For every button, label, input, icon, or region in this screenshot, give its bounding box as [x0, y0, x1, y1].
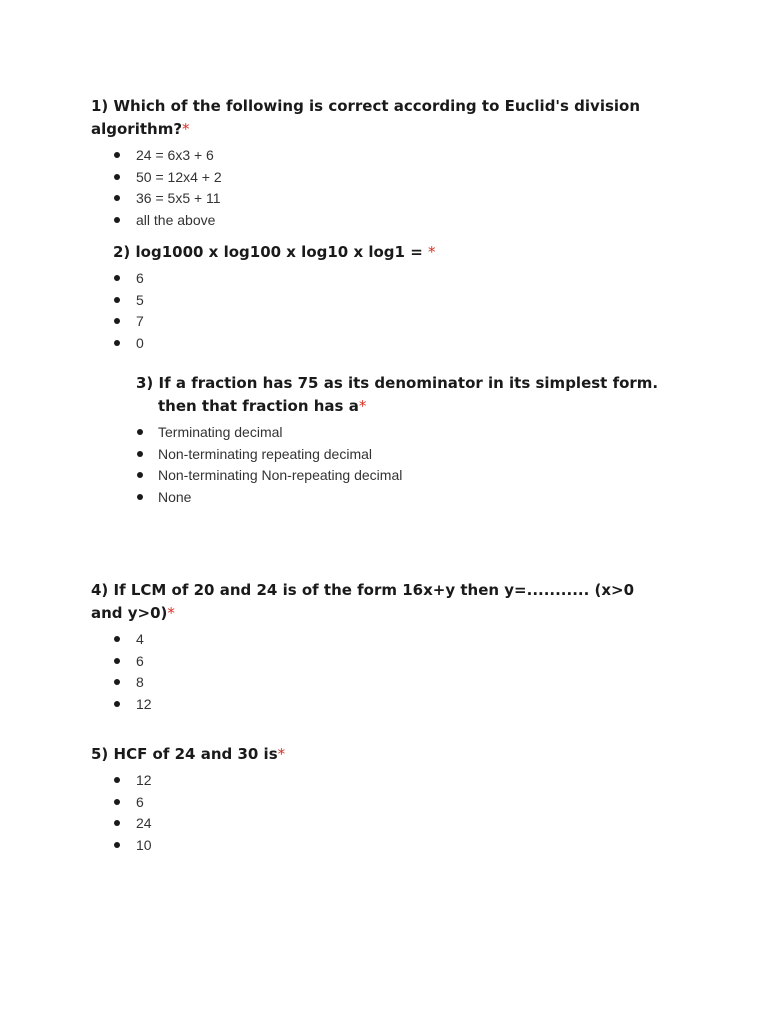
question-5-options: [91, 770, 651, 856]
option-item[interactable]: 12: [91, 694, 651, 716]
option-item[interactable]: 10: [91, 835, 651, 857]
question-4-options: [91, 629, 651, 715]
option-item[interactable]: 36 = 5x5 + 11: [91, 188, 651, 210]
required-asterisk: *: [167, 604, 175, 622]
question-3-text: 3) If a fraction has 75 as its denominator in its simplest form. then that fraction has a: [136, 374, 659, 415]
option-item[interactable]: 5: [113, 290, 653, 312]
option-item[interactable]: 50 = 12x4 + 2: [91, 167, 651, 189]
required-asterisk: *: [358, 397, 367, 415]
required-asterisk: *: [277, 745, 286, 763]
question-3-title: [136, 372, 676, 418]
option-item[interactable]: 12: [91, 770, 651, 792]
question-2-text: 2) log1000 x log100 x log10 x log1 =: [113, 243, 428, 261]
question-2-options: [113, 268, 653, 354]
question-5-text: 5) HCF of 24 and 30 is: [91, 745, 278, 763]
option-item[interactable]: 4: [91, 629, 651, 651]
option-item[interactable]: all the above: [91, 210, 651, 232]
question-1-title: [91, 95, 651, 141]
option-item[interactable]: 0: [113, 333, 653, 355]
option-item[interactable]: 6: [91, 651, 651, 673]
option-item[interactable]: 6: [91, 792, 651, 814]
question-3: [136, 372, 676, 508]
question-4-title: [91, 579, 651, 625]
question-1: [91, 95, 651, 231]
option-item[interactable]: 24 = 6x3 + 6: [91, 145, 651, 167]
question-5-title: [91, 743, 651, 766]
question-3-options: [136, 422, 676, 508]
question-4: [91, 579, 651, 715]
option-item[interactable]: 8: [91, 672, 651, 694]
required-asterisk: *: [428, 243, 436, 261]
question-1-options: [91, 145, 651, 231]
option-item[interactable]: 7: [113, 311, 653, 333]
question-2: [113, 241, 653, 354]
option-item[interactable]: None: [136, 487, 676, 509]
question-5: [91, 743, 651, 856]
option-item[interactable]: 24: [91, 813, 651, 835]
option-item[interactable]: 6: [113, 268, 653, 290]
question-2-title: [113, 241, 653, 264]
question-4-text: 4) If LCM of 20 and 24 is of the form 16x+y then y=........... (x>0 and y>0): [91, 581, 635, 622]
option-item[interactable]: Non-terminating repeating decimal: [136, 444, 676, 466]
required-asterisk: *: [182, 120, 190, 138]
option-item[interactable]: Non-terminating Non-repeating decimal: [136, 465, 676, 487]
option-item[interactable]: Terminating decimal: [136, 422, 676, 444]
question-1-text: 1) Which of the following is correct according to Euclid's division algorithm?: [91, 97, 641, 138]
